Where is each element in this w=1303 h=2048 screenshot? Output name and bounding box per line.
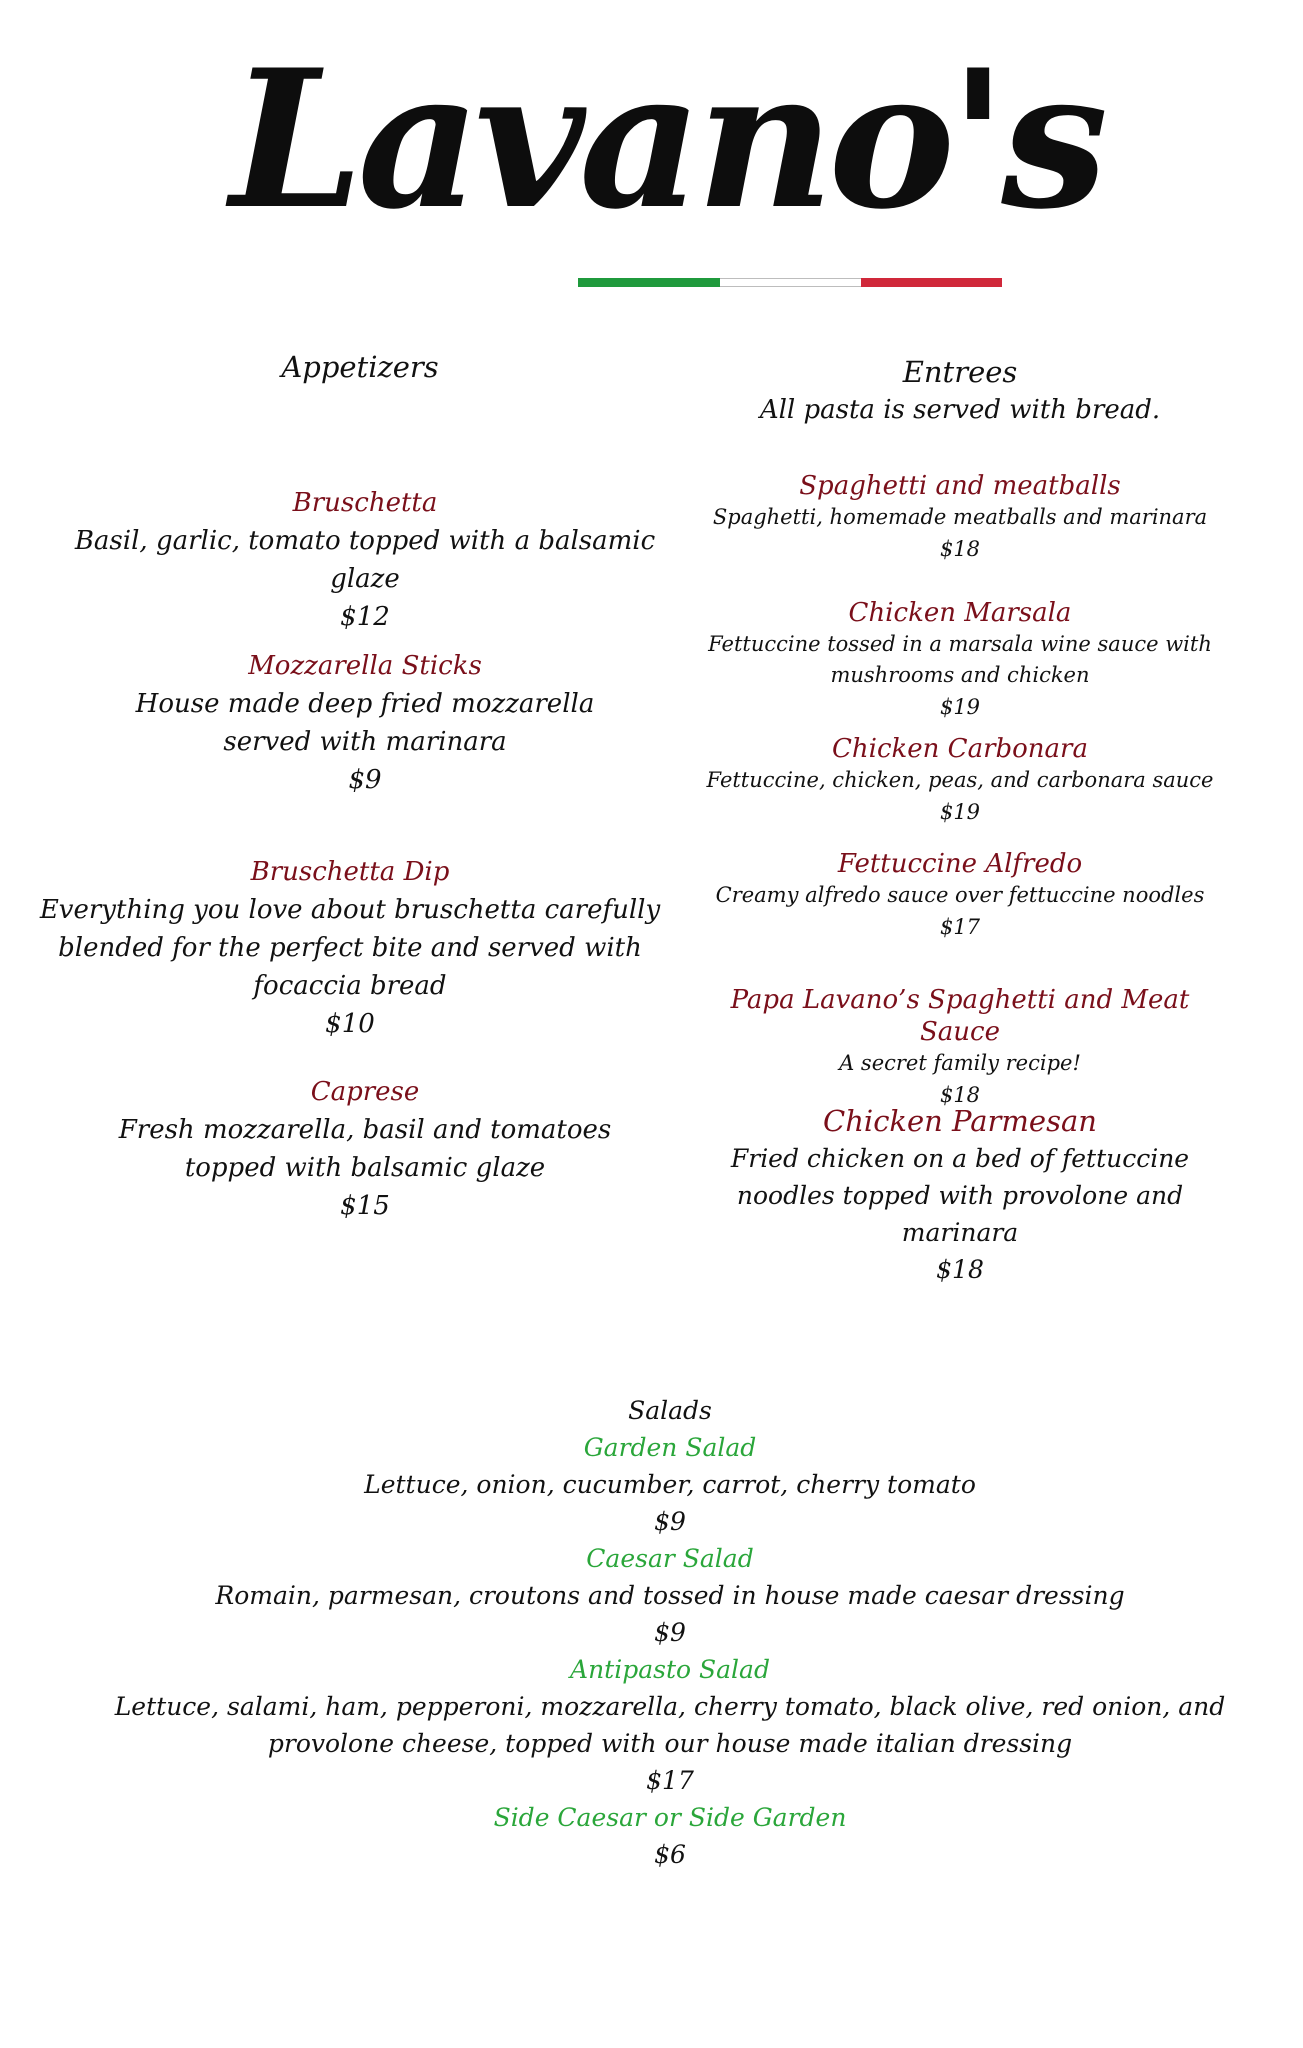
item-name: Chicken Carbonara: [832, 734, 1088, 764]
item-name: Fettuccine Alfredo: [837, 849, 1083, 879]
entrees-subtitle: All pasta is served with bread.: [759, 395, 1161, 425]
entree-item: [690, 470, 1230, 565]
item-price: $19: [939, 695, 981, 719]
item-price: $10: [325, 1009, 375, 1039]
salad-price: $6: [654, 1840, 686, 1869]
flag-stripe-white: [720, 278, 861, 287]
salad-price: $9: [654, 1618, 686, 1647]
salad-description: Lettuce, salami, ham, pepperoni, mozzarella, cherry tomato, black olive, red onion, and provolone cheese, topped with our house made italian dressing: [114, 1692, 1226, 1758]
item-description: Fresh mozzarella, basil and tomatoes topped with balsamic glaze: [118, 1115, 612, 1183]
item-name: Bruschetta Dip: [250, 857, 450, 887]
appetizer-item: [70, 1073, 660, 1225]
item-name: Caprese: [310, 1077, 420, 1107]
salad-name: Caesar Salad: [586, 1544, 754, 1573]
item-price: $19: [939, 800, 981, 824]
item-price: $18: [939, 1083, 981, 1107]
salad-price: $17: [646, 1766, 694, 1795]
entrees-title: Entrees: [902, 355, 1018, 389]
item-description: Fried chicken on a bed of fettuccine noodles topped with provolone and marinara: [730, 1144, 1190, 1247]
appetizer-item: [95, 647, 635, 799]
entree-item: [655, 597, 1265, 723]
item-name: Spaghetti and meatballs: [799, 471, 1121, 501]
entree-item: [690, 1102, 1230, 1289]
item-name: Papa Lavano’s Spaghetti and Meat Sauce: [730, 985, 1190, 1047]
item-price: $15: [340, 1191, 390, 1221]
flag-stripe-red: [861, 278, 1002, 287]
salad-price: $9: [654, 1507, 686, 1536]
item-description: Fettuccine tossed in a marsala wine sauce with mushrooms and chicken: [708, 632, 1212, 687]
item-description: Fettuccine, chicken, peas, and carbonara sauce: [706, 768, 1214, 792]
salads-section: [80, 1392, 1260, 1873]
item-name: Bruschetta: [292, 488, 438, 518]
item-description: A secret family recipe!: [839, 1051, 1081, 1075]
entree-item: [690, 984, 1230, 1111]
item-name: Chicken Marsala: [848, 598, 1072, 628]
salad-name: Antipasto Salad: [570, 1655, 770, 1684]
salad-name: Garden Salad: [583, 1433, 757, 1462]
item-price: $18: [936, 1255, 984, 1284]
item-name: Mozzarella Sticks: [248, 651, 482, 681]
item-description: House made deep fried mozzarella served with marinara: [135, 689, 595, 757]
item-price: $17: [939, 915, 981, 939]
item-description: Creamy alfredo sauce over fettuccine noodles: [715, 883, 1205, 907]
item-price: $9: [348, 765, 382, 795]
flag-stripe-green: [578, 278, 720, 287]
salad-description: Lettuce, onion, cucumber, carrot, cherry tomato: [364, 1470, 976, 1499]
appetizer-item: [20, 853, 680, 1043]
item-price: $18: [939, 537, 981, 561]
appetizers-title: Appetizers: [281, 350, 439, 384]
logo-wordmark: Lavano's: [230, 28, 1103, 251]
item-name: Chicken Parmesan: [823, 1104, 1097, 1138]
item-price: $12: [340, 602, 390, 632]
salad-name: Side Caesar or Side Garden: [493, 1803, 847, 1832]
appetizer-item: [40, 484, 690, 636]
restaurant-logo: [230, 0, 1103, 300]
entree-item: [690, 848, 1230, 943]
item-description: Spaghetti, homemade meatballs and marinara: [712, 505, 1208, 529]
salads-title: Salads: [628, 1396, 712, 1425]
entree-item: [690, 733, 1230, 828]
salad-description: Romain, parmesan, croutons and tossed in house made caesar dressing: [215, 1581, 1125, 1610]
item-description: Everything you love about bruschetta carefully blended for the perfect bite and served with focaccia bread: [39, 895, 661, 1001]
item-description: Basil, garlic, tomato topped with a balsamic glaze: [74, 526, 656, 594]
